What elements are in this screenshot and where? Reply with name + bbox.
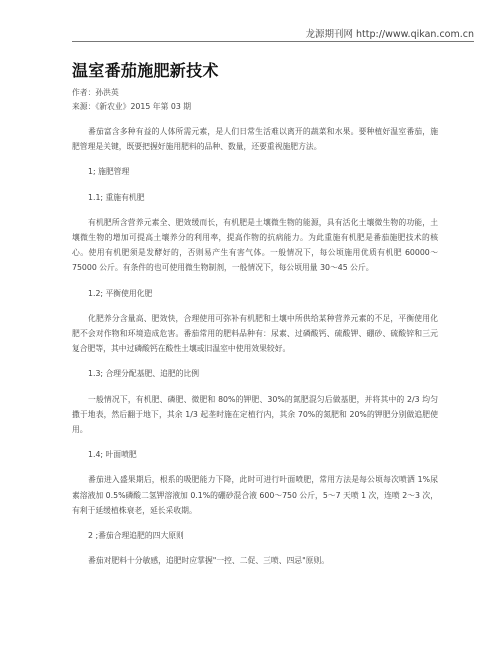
- paragraph-chemical-fertilizer: 化肥养分含量高、肥效快，合理使用可弥补有机肥和土壤中所供给某种营养元素的不足，平衡使用化肥不会对作物和环境造成危害。番茄常用的肥料品种有：尿素、过磷酸钙、硫酸钾、硼砂、硫酸锌和三元复合肥等，其中过磷酸钙在酸性土壤或旧温室中使用效果较好。: [72, 313, 438, 354]
- section-heading-1: 1; 施肥管理: [88, 167, 130, 177]
- site-header[interactable]: 龙源期刊网 http://www.qikan.com.cn: [305, 29, 474, 40]
- paragraph-principles: 番茄对肥料十分敏感，追肥时应掌握"一控、二促、三喷、四忌"原则。: [88, 556, 330, 566]
- article-body: [72, 124, 438, 578]
- article-source: 来源：《新农业》2015 年第 03 期: [72, 102, 192, 111]
- paragraph-base-topdressing: 一般情况下，有机肥、磷肥、微肥和 80%的钾肥、30%的氮肥混匀后做基肥，并将其中的 2/3 均匀撒于地表，然后翻于地下，其余 1/3 起垄时施在定植行内，其余 70%的氮肥和 20%的钾肥分别做追肥使用。: [72, 394, 438, 435]
- paragraph-intro: 番茄富含多种有益的人体所需元素，是人们日常生活难以离开的蔬菜和水果。要种植好温室番茄，施肥管理是关键，既要把握好施用肥料的品种、数量，还要重视施肥方法。: [72, 127, 438, 152]
- article-author: 作者：孙洪英: [72, 88, 119, 97]
- section-heading-1-3: 1.3; 合理分配基肥、追肥的比例: [88, 369, 200, 379]
- section-heading-2: 2 ;番茄合理追肥的四大原则: [88, 531, 184, 541]
- header-divider: [72, 41, 474, 42]
- section-heading-1-4: 1.4; 叶面喷肥: [88, 450, 137, 460]
- article-title: 温室番茄施肥新技术: [72, 61, 219, 80]
- section-heading-1-1: 1.1; 重施有机肥: [88, 192, 145, 202]
- section-heading-1-2: 1.2; 平衡使用化肥: [88, 288, 153, 298]
- paragraph-foliar-spray: 番茄进入盛果期后，根系的吸肥能力下降，此时可进行叶面喷肥，常用方法是每公顷每次喷洒 1%尿素溶液加 0.5%磷酸二氢钾溶液加 0.1%的硼砂混合液 600～750 公斤，5～7 天喷 1 次，连喷 2～3 次，有利于延缓植株衰老，延长采收期。: [72, 475, 438, 515]
- paragraph-organic-fertilizer: 有机肥所含营养元素全、肥效缓而长，有机肥是土壤微生物的能源，具有活化土壤微生物的功能，土壤微生物的增加可提高土壤养分的利用率，提高作物的抗病能力。为此重施有机肥是番茄施肥技术的核心。使用有机肥须是发酵好的，否则易产生有害气体。一般情况下，每公顷施用优质有机肥 60000～75000 公斤。有条件的也可使用微生物制剂，一般情况下，每公顷用量 30～45 公斤。: [72, 217, 438, 273]
